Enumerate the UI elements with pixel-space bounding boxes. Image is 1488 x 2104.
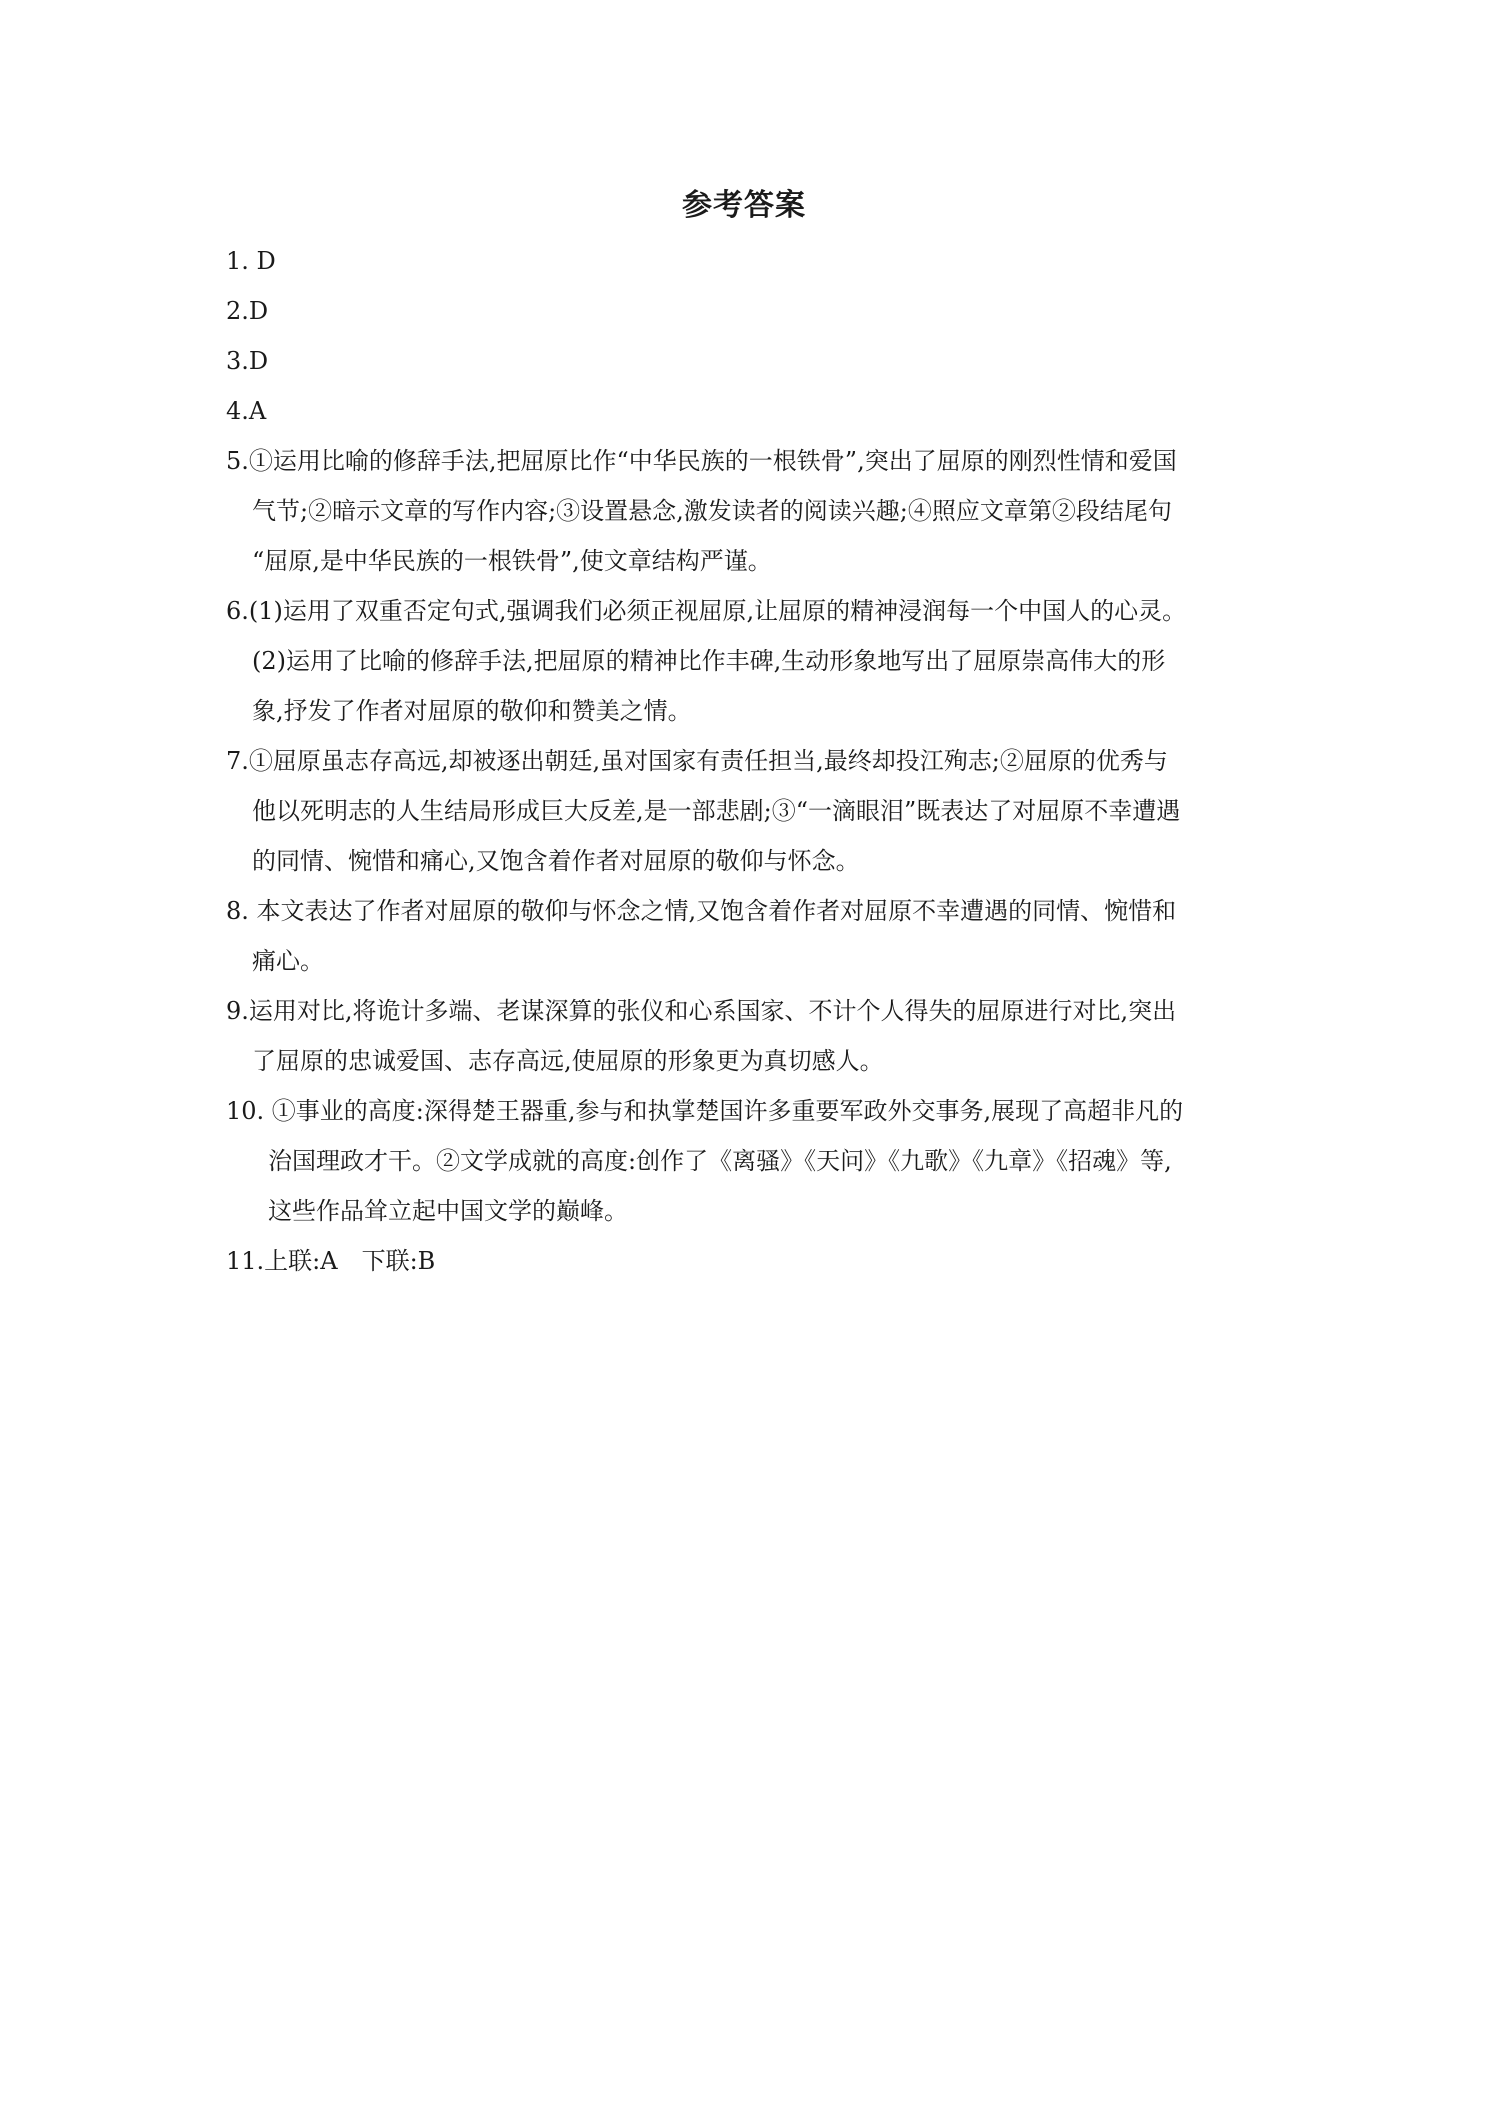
answer-item-2 <box>226 286 1266 336</box>
answer-item-1 <box>226 236 1266 286</box>
answer-line: 1. D <box>226 247 276 275</box>
answer-item-3 <box>226 336 1266 386</box>
answer-line: (2)运用了比喻的修辞手法,把屈原的精神比作丰碑,生动形象地写出了屈原崇高伟大的形 <box>252 647 1166 675</box>
answer-line: 3.D <box>226 347 269 375</box>
answer-line: 11.上联:A 下联:B <box>226 1247 436 1275</box>
answer-line: 这些作品耸立起中国文学的巅峰。 <box>268 1197 628 1225</box>
answer-item-5 <box>226 436 1266 586</box>
answer-line: 他以死明志的人生结局形成巨大反差,是一部悲剧;③“一滴眼泪”既表达了对屈原不幸遭遇 <box>252 797 1181 825</box>
answer-line: 9.运用对比,将诡计多端、老谋深算的张仪和心系国家、不计个人得失的屈原进行对比,突出 <box>226 997 1177 1025</box>
answer-item-9 <box>226 986 1266 1086</box>
answer-list <box>226 236 1266 1286</box>
answer-line: 6.(1)运用了双重否定句式,强调我们必须正视屈原,让屈原的精神浸润每一个中国人的心灵。 <box>226 597 1187 625</box>
answer-line: 了屈原的忠诚爱国、志存高远,使屈原的形象更为真切感人。 <box>252 1047 884 1075</box>
answer-line: 5.①运用比喻的修辞手法,把屈原比作“中华民族的一根铁骨”,突出了屈原的刚烈性情和爱国 <box>226 447 1177 475</box>
answer-line: 痛心。 <box>252 947 324 975</box>
answer-item-10 <box>226 1086 1266 1236</box>
answer-line: 7.①屈原虽志存高远,却被逐出朝廷,虽对国家有责任担当,最终却投江殉志;②屈原的优秀与 <box>226 747 1168 775</box>
answer-item-6 <box>226 586 1266 736</box>
answer-line: 8. 本文表达了作者对屈原的敬仰与怀念之情,又饱含着作者对屈原不幸遭遇的同情、惋惜和 <box>226 897 1177 925</box>
answer-line: 的同情、惋惜和痛心,又饱含着作者对屈原的敬仰与怀念。 <box>252 847 860 875</box>
answer-line: 4.A <box>226 397 267 425</box>
answer-line: 2.D <box>226 297 269 325</box>
answer-line: 10. ①事业的高度:深得楚王器重,参与和执掌楚国许多重要军政外交事务,展现了高超非凡的 <box>226 1097 1184 1125</box>
answer-item-4 <box>226 386 1266 436</box>
answer-line: 象,抒发了作者对屈原的敬仰和赞美之情。 <box>252 697 692 725</box>
answer-item-8 <box>226 886 1266 986</box>
answer-line: 气节;②暗示文章的写作内容;③设置悬念,激发读者的阅读兴趣;④照应文章第②段结尾句 <box>252 497 1172 525</box>
page-title: 参考答案 <box>682 188 806 223</box>
answer-line: 治国理政才干。②文学成就的高度:创作了《离骚》《天问》《九歌》《九章》《招魂》等, <box>268 1147 1172 1175</box>
answer-line: “屈原,是中华民族的一根铁骨”,使文章结构严谨。 <box>252 547 772 575</box>
answer-item-11 <box>226 1236 1266 1286</box>
answer-item-7 <box>226 736 1266 886</box>
